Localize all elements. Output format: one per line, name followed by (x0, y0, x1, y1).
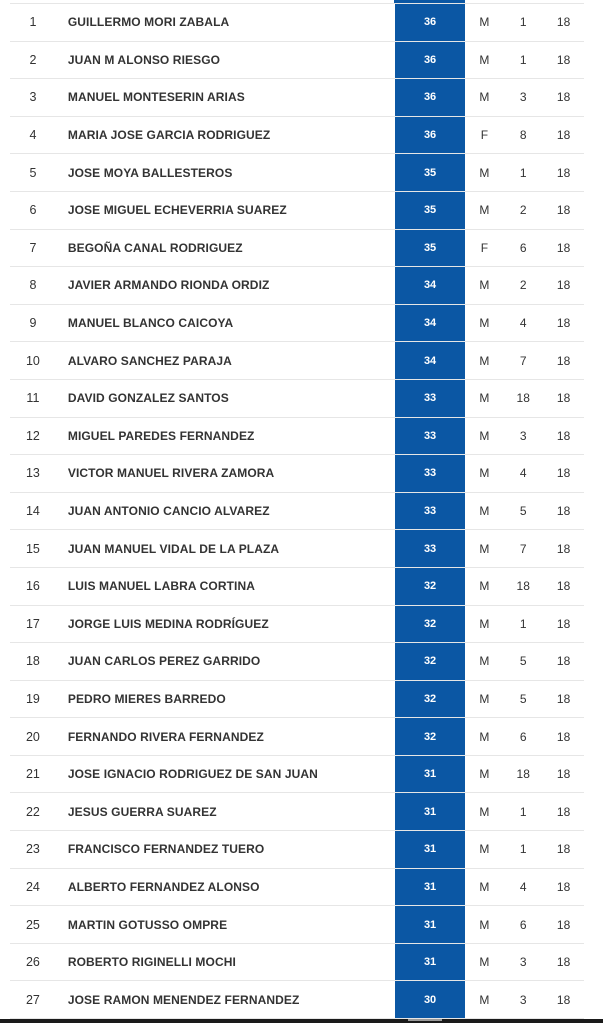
handicap-cell: 7 (519, 353, 527, 368)
table-row[interactable] (10, 831, 584, 869)
gender-cell: M (479, 428, 490, 443)
position-cell: 6 (29, 203, 37, 218)
gender-cell: M (479, 504, 490, 519)
player-name-cell: DAVID GONZALEZ SANTOS (67, 391, 229, 406)
table-row[interactable] (10, 793, 584, 831)
holes-cell: 18 (556, 842, 571, 857)
table-row[interactable] (10, 756, 584, 794)
table-row[interactable] (10, 4, 584, 42)
player-name-cell: ALBERTO FERNANDEZ ALONSO (67, 879, 260, 894)
player-name-cell: JORGE LUIS MEDINA RODRÍGUEZ (67, 616, 269, 631)
table-row[interactable] (10, 681, 584, 719)
handicap-cell: 6 (519, 729, 527, 744)
holes-cell: 18 (556, 353, 571, 368)
position-cell: 8 (29, 278, 37, 293)
handicap-cell: 18 (516, 767, 530, 782)
player-name-cell: JUAN CARLOS PEREZ GARRIDO (67, 654, 261, 669)
position-cell: 18 (25, 654, 40, 669)
score-cell: 30 (395, 981, 466, 1018)
position-cell: 17 (25, 616, 40, 631)
position-cell: 14 (25, 504, 40, 519)
leaderboard-rows (10, 4, 584, 1019)
score-cell: 31 (395, 793, 466, 830)
gender-cell: M (479, 278, 490, 293)
score-cell: 35 (395, 154, 466, 191)
player-name-cell: JUAN ANTONIO CANCIO ALVAREZ (67, 504, 270, 519)
gender-cell: M (479, 729, 490, 744)
player-name-cell: PEDRO MIERES BARREDO (67, 691, 226, 706)
position-cell: 16 (25, 579, 40, 594)
holes-cell: 18 (556, 165, 571, 180)
player-name-cell: ROBERTO RIGINELLI MOCHI (67, 955, 236, 970)
gender-cell: M (479, 992, 490, 1007)
gender-cell: M (479, 90, 490, 105)
position-cell: 3 (29, 90, 37, 105)
handicap-cell: 1 (519, 15, 527, 30)
holes-cell: 18 (556, 616, 571, 631)
holes-cell: 18 (556, 579, 571, 594)
table-row[interactable] (10, 192, 584, 230)
handicap-cell: 3 (519, 428, 527, 443)
score-cell: 35 (395, 230, 466, 267)
table-row[interactable] (10, 643, 584, 681)
score-cell: 31 (395, 869, 466, 906)
position-cell: 11 (26, 391, 40, 406)
table-row[interactable] (10, 79, 584, 117)
table-row[interactable] (10, 869, 584, 907)
position-cell: 5 (29, 165, 37, 180)
player-name-cell: JESUS GUERRA SUAREZ (67, 804, 217, 819)
score-cell: 32 (395, 643, 466, 680)
score-cell: 33 (395, 418, 466, 455)
score-cell: 34 (395, 267, 466, 304)
handicap-cell: 8 (519, 128, 527, 143)
gender-cell: M (479, 691, 490, 706)
player-name-cell: JOSE IGNACIO RODRIGUEZ DE SAN JUAN (67, 767, 318, 782)
gender-cell: M (479, 917, 490, 932)
player-name-cell: JOSE MOYA BALLESTEROS (67, 165, 233, 180)
handicap-cell: 2 (519, 203, 527, 218)
gender-cell: F (480, 240, 489, 255)
table-row[interactable] (10, 305, 584, 343)
gender-cell: M (479, 541, 490, 556)
score-cell: 36 (395, 117, 466, 154)
table-row[interactable] (10, 568, 584, 606)
player-name-cell: JAVIER ARMANDO RIONDA ORDIZ (67, 278, 270, 293)
gender-cell: M (479, 654, 490, 669)
player-name-cell: ALVARO SANCHEZ PARAJA (67, 353, 232, 368)
handicap-cell: 5 (519, 691, 527, 706)
gender-cell: M (479, 804, 490, 819)
table-row[interactable] (10, 42, 584, 80)
table-row[interactable] (10, 493, 584, 531)
handicap-cell: 18 (516, 391, 530, 406)
player-name-cell: BEGOÑA CANAL RODRIGUEZ (67, 240, 243, 255)
score-cell: 34 (395, 342, 466, 379)
gender-cell: M (479, 955, 490, 970)
gender-cell: M (479, 616, 490, 631)
player-name-cell: JUAN M ALONSO RIESGO (67, 52, 221, 67)
handicap-cell: 3 (519, 992, 527, 1007)
handicap-cell: 5 (519, 654, 527, 669)
player-name-cell: FRANCISCO FERNANDEZ TUERO (67, 842, 265, 857)
holes-cell: 18 (556, 955, 571, 970)
score-cell: 36 (395, 42, 466, 79)
gender-cell: M (479, 879, 490, 894)
gender-cell: M (479, 316, 490, 331)
holes-cell: 18 (556, 917, 571, 932)
player-name-cell: FERNANDO RIVERA FERNANDEZ (67, 729, 264, 744)
table-row[interactable] (10, 380, 584, 418)
score-column-strip (394, 0, 465, 3)
holes-cell: 18 (556, 90, 571, 105)
holes-cell: 18 (556, 654, 571, 669)
holes-cell: 18 (556, 52, 571, 67)
horizontal-scrollbar[interactable] (0, 1019, 603, 1023)
gender-cell: M (479, 203, 490, 218)
gender-cell: M (479, 767, 490, 782)
holes-cell: 18 (556, 804, 571, 819)
handicap-cell: 1 (519, 165, 527, 180)
player-name-cell: GUILLERMO MORI ZABALA (67, 15, 230, 30)
gender-cell: M (479, 52, 490, 67)
table-row[interactable] (10, 230, 584, 268)
position-cell: 4 (29, 128, 37, 143)
score-cell: 31 (395, 944, 466, 981)
score-cell: 35 (395, 192, 466, 229)
score-cell: 32 (395, 606, 466, 643)
handicap-cell: 4 (519, 466, 527, 481)
table-row[interactable] (10, 418, 584, 456)
table-row[interactable] (10, 530, 584, 568)
score-cell: 33 (395, 380, 466, 417)
player-name-cell: JOSE MIGUEL ECHEVERRIA SUAREZ (67, 203, 287, 218)
handicap-cell: 18 (516, 579, 530, 594)
handicap-cell: 6 (519, 240, 527, 255)
holes-cell: 18 (556, 15, 571, 30)
position-cell: 15 (25, 541, 40, 556)
holes-cell: 18 (556, 466, 571, 481)
holes-cell: 18 (556, 240, 571, 255)
score-cell: 32 (395, 718, 466, 755)
holes-cell: 18 (556, 767, 571, 782)
holes-cell: 18 (556, 128, 571, 143)
position-cell: 24 (25, 879, 40, 894)
position-cell: 22 (25, 804, 40, 819)
score-cell: 31 (395, 831, 466, 868)
holes-cell: 18 (556, 278, 571, 293)
score-cell: 36 (395, 4, 466, 41)
gender-cell: M (479, 165, 490, 180)
table-row[interactable] (10, 944, 584, 982)
table-row[interactable] (10, 117, 584, 155)
score-cell: 32 (395, 568, 466, 605)
position-cell: 10 (25, 353, 40, 368)
handicap-cell: 6 (519, 917, 527, 932)
holes-cell: 18 (556, 428, 571, 443)
player-name-cell: MIGUEL PAREDES FERNANDEZ (67, 428, 255, 443)
holes-cell: 18 (556, 504, 571, 519)
player-name-cell: MANUEL MONTESERIN ARIAS (67, 90, 245, 105)
player-name-cell: MANUEL BLANCO CAICOYA (67, 316, 234, 331)
holes-cell: 18 (556, 992, 571, 1007)
score-cell: 34 (395, 305, 466, 342)
handicap-cell: 1 (519, 842, 527, 857)
score-cell: 33 (395, 493, 466, 530)
score-cell: 31 (395, 906, 466, 943)
handicap-cell: 7 (519, 541, 527, 556)
table-row[interactable] (10, 718, 584, 756)
handicap-cell: 3 (519, 90, 527, 105)
position-cell: 27 (25, 992, 40, 1007)
handicap-cell: 3 (519, 955, 527, 970)
table-row[interactable] (10, 906, 584, 944)
handicap-cell: 5 (519, 504, 527, 519)
handicap-cell: 4 (519, 316, 527, 331)
holes-cell: 18 (556, 391, 571, 406)
score-cell: 36 (395, 79, 466, 116)
position-cell: 2 (29, 52, 37, 67)
gender-cell: F (480, 128, 489, 143)
handicap-cell: 1 (519, 52, 527, 67)
table-row[interactable] (10, 981, 584, 1019)
table-top-edge (10, 0, 584, 4)
table-row[interactable] (10, 606, 584, 644)
position-cell: 21 (25, 767, 40, 782)
holes-cell: 18 (556, 729, 571, 744)
table-row[interactable] (10, 342, 584, 380)
player-name-cell: JUAN MANUEL VIDAL DE LA PLAZA (67, 541, 280, 556)
handicap-cell: 1 (519, 616, 527, 631)
holes-cell: 18 (556, 691, 571, 706)
score-cell: 33 (395, 455, 466, 492)
position-cell: 9 (29, 316, 37, 331)
gender-cell: M (479, 842, 490, 857)
table-row[interactable] (10, 455, 584, 493)
position-cell: 13 (25, 466, 40, 481)
position-cell: 12 (25, 428, 40, 443)
holes-cell: 18 (556, 316, 571, 331)
handicap-cell: 2 (519, 278, 527, 293)
position-cell: 7 (29, 240, 37, 255)
score-cell: 31 (395, 756, 466, 793)
position-cell: 19 (25, 691, 40, 706)
player-name-cell: LUIS MANUEL LABRA CORTINA (67, 579, 256, 594)
gender-cell: M (479, 15, 490, 30)
handicap-cell: 1 (519, 804, 527, 819)
holes-cell: 18 (556, 203, 571, 218)
holes-cell: 18 (556, 879, 571, 894)
player-name-cell: MARIA JOSE GARCIA RODRIGUEZ (67, 128, 271, 143)
gender-cell: M (479, 353, 490, 368)
player-name-cell: MARTIN GOTUSSO OMPRE (67, 917, 228, 932)
leaderboard-table (10, 0, 584, 1019)
gender-cell: M (479, 391, 490, 406)
player-name-cell: VICTOR MANUEL RIVERA ZAMORA (67, 466, 275, 481)
holes-cell: 18 (556, 541, 571, 556)
gender-cell: M (479, 579, 490, 594)
handicap-cell: 4 (519, 879, 527, 894)
score-cell: 33 (395, 530, 466, 567)
position-cell: 23 (25, 842, 40, 857)
player-name-cell: JOSE RAMON MENENDEZ FERNANDEZ (67, 992, 300, 1007)
score-cell: 32 (395, 681, 466, 718)
position-cell: 25 (25, 917, 40, 932)
gender-cell: M (479, 466, 490, 481)
position-cell: 26 (25, 955, 40, 970)
table-row[interactable] (10, 267, 584, 305)
scrollbar-thumb[interactable] (408, 1019, 442, 1021)
position-cell: 1 (29, 15, 37, 30)
position-cell: 20 (25, 729, 40, 744)
table-row[interactable] (10, 154, 584, 192)
